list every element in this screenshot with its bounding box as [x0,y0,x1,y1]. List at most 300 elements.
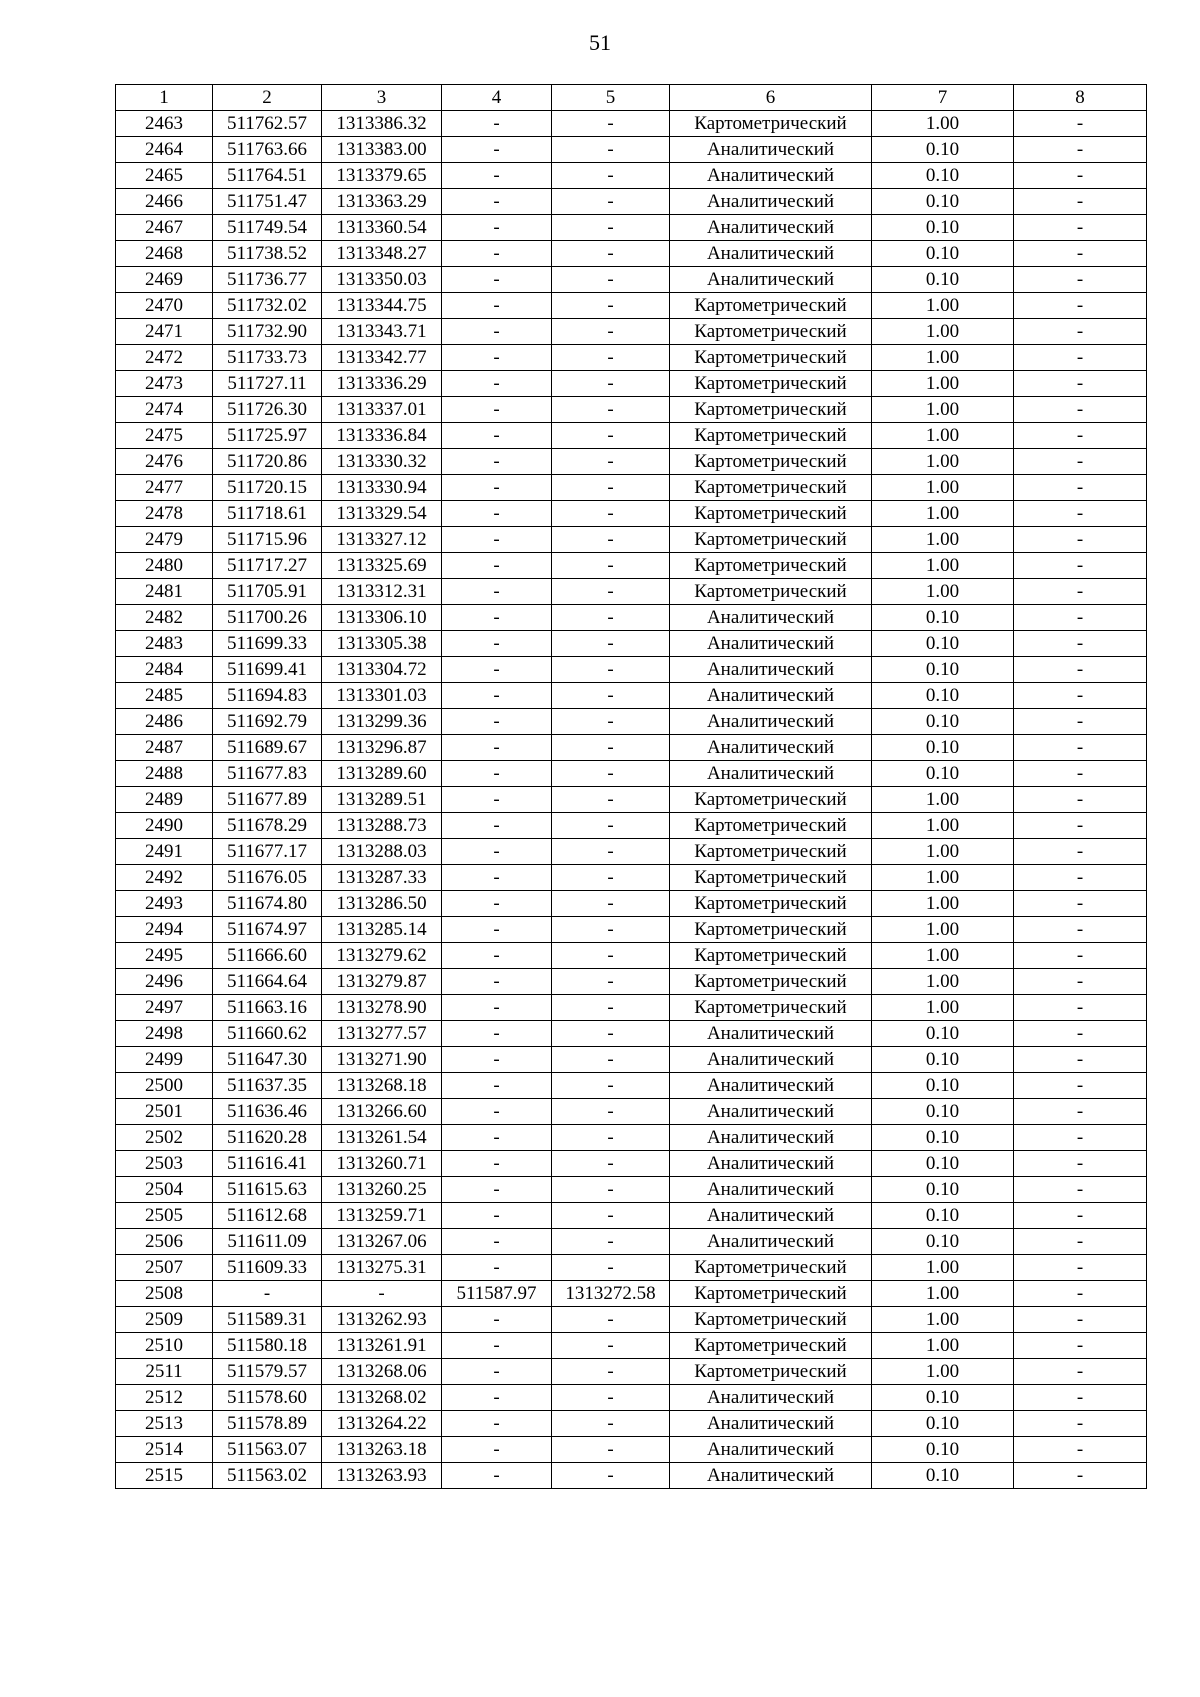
table-cell: 1313267.06 [322,1229,442,1255]
table-cell: 1313277.57 [322,1021,442,1047]
table-cell: Картометрический [670,423,872,449]
table-cell: - [442,1203,552,1229]
table-cell: - [442,1047,552,1073]
table-cell: 1313330.32 [322,449,442,475]
column-header: 3 [322,85,442,111]
table-cell: - [1014,1073,1147,1099]
table-cell: 511705.91 [213,579,322,605]
table-cell: 511720.15 [213,475,322,501]
table-cell: - [552,449,670,475]
table-cell: 2473 [116,371,213,397]
table-cell: 1.00 [872,917,1014,943]
table-cell: - [552,1073,670,1099]
table-cell: - [552,397,670,423]
column-header: 2 [213,85,322,111]
table-cell: 511694.83 [213,683,322,709]
table-cell: Картометрический [670,111,872,137]
table-cell: 511736.77 [213,267,322,293]
table-cell: 1.00 [872,839,1014,865]
table-row [116,657,1147,683]
table-cell: - [442,371,552,397]
table-cell: - [552,1359,670,1385]
table-row [116,605,1147,631]
table-row [116,735,1147,761]
table-cell: 2515 [116,1463,213,1489]
table-cell: Картометрический [670,813,872,839]
table-row [116,1359,1147,1385]
table-cell: Аналитический [670,631,872,657]
table-cell: - [1014,449,1147,475]
table-row [116,1411,1147,1437]
table-cell: 1313272.58 [552,1281,670,1307]
table-cell: Аналитический [670,1411,872,1437]
table-cell: - [552,605,670,631]
table-cell: 0.10 [872,1463,1014,1489]
table-cell: Аналитический [670,267,872,293]
table-row [116,553,1147,579]
table-cell: 1313285.14 [322,917,442,943]
table-cell: - [552,917,670,943]
table-cell: 1313268.02 [322,1385,442,1411]
table-cell: Картометрический [670,371,872,397]
table-cell: 0.10 [872,1099,1014,1125]
table-cell: - [552,787,670,813]
table-cell: 1313286.50 [322,891,442,917]
table-cell: 2505 [116,1203,213,1229]
table-cell: 2493 [116,891,213,917]
column-header: 6 [670,85,872,111]
table-cell: 1.00 [872,527,1014,553]
table-cell: - [552,293,670,319]
table-cell: 2480 [116,553,213,579]
table-cell: - [1014,423,1147,449]
table-cell: - [552,475,670,501]
table-row [116,1125,1147,1151]
table-cell: - [552,995,670,1021]
table-cell: 511660.62 [213,1021,322,1047]
table-cell: 2511 [116,1359,213,1385]
table-cell: 0.10 [872,215,1014,241]
column-header: 8 [1014,85,1147,111]
table-cell: 0.10 [872,735,1014,761]
table-cell: Картометрический [670,1359,872,1385]
table-cell: 1313344.75 [322,293,442,319]
table-cell: - [1014,1203,1147,1229]
table-cell: - [442,215,552,241]
table-cell: - [1014,1281,1147,1307]
table-cell: 511674.97 [213,917,322,943]
table-cell: Картометрический [670,579,872,605]
table-cell: 0.10 [872,1125,1014,1151]
table-cell: - [442,1151,552,1177]
table-cell: - [1014,605,1147,631]
table-row [116,267,1147,293]
table-cell: 2466 [116,189,213,215]
column-header: 7 [872,85,1014,111]
table-cell: 511647.30 [213,1047,322,1073]
table-cell: 511677.83 [213,761,322,787]
table-cell: Картометрический [670,995,872,1021]
table-cell: - [442,1359,552,1385]
table-cell: - [442,917,552,943]
table-cell: 1.00 [872,1281,1014,1307]
column-header: 1 [116,85,213,111]
table-cell: 1.00 [872,111,1014,137]
table-cell: Аналитический [670,1021,872,1047]
table-cell: 1.00 [872,1359,1014,1385]
table-cell: 1313287.33 [322,865,442,891]
table-cell: - [1014,371,1147,397]
table-cell: 1313271.90 [322,1047,442,1073]
table-cell: 511666.60 [213,943,322,969]
table-cell: Картометрический [670,1281,872,1307]
table-cell: 1313304.72 [322,657,442,683]
table-cell: Картометрический [670,397,872,423]
table-cell: - [1014,917,1147,943]
table-cell: 1.00 [872,787,1014,813]
table-cell: 511676.05 [213,865,322,891]
table-cell: 1313301.03 [322,683,442,709]
table-cell: - [1014,111,1147,137]
table-cell: 1313336.84 [322,423,442,449]
table-cell: 511689.67 [213,735,322,761]
table-cell: 511726.30 [213,397,322,423]
table-cell: 2485 [116,683,213,709]
table-cell: 0.10 [872,683,1014,709]
table-cell: - [442,1073,552,1099]
table-cell: 511611.09 [213,1229,322,1255]
table-cell: - [1014,137,1147,163]
table-row [116,1307,1147,1333]
table-cell: 511620.28 [213,1125,322,1151]
table-cell: Аналитический [670,1385,872,1411]
table-cell: 2470 [116,293,213,319]
table-cell: 511717.27 [213,553,322,579]
table-cell: 2479 [116,527,213,553]
table-row [116,995,1147,1021]
table-cell: 1313350.03 [322,267,442,293]
table-cell: 2465 [116,163,213,189]
table-cell: Аналитический [670,605,872,631]
table-cell: - [442,111,552,137]
table-cell: - [442,163,552,189]
table-row [116,917,1147,943]
table-cell: - [1014,1437,1147,1463]
table-cell: 511764.51 [213,163,322,189]
table-cell: - [442,267,552,293]
table-cell: - [1014,995,1147,1021]
table-cell: 1313268.06 [322,1359,442,1385]
table-cell: 1.00 [872,865,1014,891]
table-cell: 2491 [116,839,213,865]
table-cell: - [552,709,670,735]
table-row [116,1099,1147,1125]
table-cell: - [1014,1307,1147,1333]
table-cell: 511732.02 [213,293,322,319]
table-cell: 1.00 [872,475,1014,501]
table-cell: - [552,1385,670,1411]
table-row [116,293,1147,319]
table-cell: - [552,657,670,683]
table-cell: - [552,1437,670,1463]
table-cell: Картометрический [670,1333,872,1359]
table-cell: 2497 [116,995,213,1021]
table-cell: 511678.29 [213,813,322,839]
table-cell: 1313268.18 [322,1073,442,1099]
table-row [116,761,1147,787]
table-cell: Аналитический [670,1203,872,1229]
table-cell: 2504 [116,1177,213,1203]
table-cell: 1.00 [872,1255,1014,1281]
table-cell: 1.00 [872,891,1014,917]
table-cell: - [1014,1125,1147,1151]
table-cell: - [213,1281,322,1307]
table-cell: 1.00 [872,1307,1014,1333]
table-cell: Аналитический [670,241,872,267]
table-cell: - [1014,943,1147,969]
table-cell: 511637.35 [213,1073,322,1099]
table-cell: Аналитический [670,1151,872,1177]
table-cell: 2483 [116,631,213,657]
table-cell: 2471 [116,319,213,345]
table-cell: 2498 [116,1021,213,1047]
table-cell: 1313262.93 [322,1307,442,1333]
table-cell: 511699.41 [213,657,322,683]
table-cell: 1.00 [872,423,1014,449]
table-row [116,345,1147,371]
table-cell: - [442,839,552,865]
table-cell: 1313263.93 [322,1463,442,1489]
table-cell: Аналитический [670,137,872,163]
table-cell: - [1014,267,1147,293]
table-cell: 511563.07 [213,1437,322,1463]
table-cell: - [1014,163,1147,189]
table-cell: 511677.89 [213,787,322,813]
table-cell: 2481 [116,579,213,605]
table-cell: - [552,735,670,761]
table-cell: - [442,1411,552,1437]
table-cell: 1313305.38 [322,631,442,657]
table-cell: 2502 [116,1125,213,1151]
table-row [116,1281,1147,1307]
table-cell: - [1014,787,1147,813]
table-cell: - [552,839,670,865]
table-cell: - [442,943,552,969]
table-cell: Картометрический [670,345,872,371]
table-cell: Картометрический [670,449,872,475]
table-cell: - [442,319,552,345]
table-cell: - [1014,1385,1147,1411]
table-cell: 1313325.69 [322,553,442,579]
table-cell: 1313379.65 [322,163,442,189]
table-cell: - [552,1307,670,1333]
table-cell: - [1014,1021,1147,1047]
table-cell: - [1014,501,1147,527]
table-cell: 2472 [116,345,213,371]
table-cell: 511580.18 [213,1333,322,1359]
table-row [116,1073,1147,1099]
table-cell: - [442,579,552,605]
table-cell: - [442,657,552,683]
table-cell: - [442,475,552,501]
table-cell: Картометрический [670,475,872,501]
table-cell: 511727.11 [213,371,322,397]
table-cell: - [442,761,552,787]
table-row [116,943,1147,969]
table-cell: 1313312.31 [322,579,442,605]
table-cell: 511563.02 [213,1463,322,1489]
table-cell: - [552,1151,670,1177]
table-cell: - [1014,215,1147,241]
table-cell: 2476 [116,449,213,475]
table-cell: 1313299.36 [322,709,442,735]
table-cell: 0.10 [872,1151,1014,1177]
table-cell: 511589.31 [213,1307,322,1333]
table-cell: 2506 [116,1229,213,1255]
table-cell: 511749.54 [213,215,322,241]
table-cell: 511718.61 [213,501,322,527]
table-cell: - [442,189,552,215]
table-cell: - [552,1177,670,1203]
table-cell: - [552,1463,670,1489]
table-row [116,1255,1147,1281]
table-row [116,1229,1147,1255]
table-cell: - [552,865,670,891]
table-row [116,501,1147,527]
table-cell: 511578.89 [213,1411,322,1437]
table-cell: 0.10 [872,137,1014,163]
table-cell: 1313279.62 [322,943,442,969]
table-cell: - [1014,631,1147,657]
table-cell: 2482 [116,605,213,631]
page-number: 51 [589,30,611,55]
table-cell: 1.00 [872,397,1014,423]
table-cell: - [552,215,670,241]
table-cell: 1.00 [872,449,1014,475]
table-row [116,1437,1147,1463]
table-cell: - [552,1333,670,1359]
table-cell: 2475 [116,423,213,449]
table-row [116,683,1147,709]
table-cell: 1313348.27 [322,241,442,267]
table-cell: 1313263.18 [322,1437,442,1463]
table-cell: - [442,683,552,709]
table-cell: 2478 [116,501,213,527]
table-cell: Картометрический [670,553,872,579]
table-cell: - [442,709,552,735]
table-cell: 0.10 [872,1229,1014,1255]
table-cell: Аналитический [670,735,872,761]
table-cell: 1313289.51 [322,787,442,813]
table-row [116,579,1147,605]
table-cell: 2486 [116,709,213,735]
table-cell: Аналитический [670,163,872,189]
table-cell: - [1014,579,1147,605]
table-cell: 1.00 [872,943,1014,969]
table-cell: - [552,267,670,293]
table-cell: - [442,631,552,657]
table-cell: 1313288.73 [322,813,442,839]
table-cell: 1313330.94 [322,475,442,501]
table-cell: 1.00 [872,579,1014,605]
table-cell: - [1014,1359,1147,1385]
table-cell: 511732.90 [213,319,322,345]
table-cell: 1313363.29 [322,189,442,215]
table-cell: 2508 [116,1281,213,1307]
table-row [116,891,1147,917]
table-cell: - [442,137,552,163]
table-cell: - [442,1255,552,1281]
table-cell: 2500 [116,1073,213,1099]
table-cell: 511677.17 [213,839,322,865]
table-cell: 2468 [116,241,213,267]
table-cell: 1313260.25 [322,1177,442,1203]
table-header-row [116,85,1147,111]
table-cell: 2488 [116,761,213,787]
column-header: 5 [552,85,670,111]
table-cell: Картометрический [670,1255,872,1281]
table-cell: 2477 [116,475,213,501]
table-cell: - [322,1281,442,1307]
table-cell: 1313386.32 [322,111,442,137]
table-row [116,1463,1147,1489]
table-cell: 511609.33 [213,1255,322,1281]
table-cell: - [552,1411,670,1437]
table-cell: 2513 [116,1411,213,1437]
table-cell: - [552,1229,670,1255]
table-cell: 0.10 [872,1073,1014,1099]
table-row [116,631,1147,657]
table-cell: 0.10 [872,241,1014,267]
table-cell: 511700.26 [213,605,322,631]
table-row [116,241,1147,267]
table-cell: - [552,1021,670,1047]
table-cell: - [1014,527,1147,553]
table-cell: 1.00 [872,293,1014,319]
table-row [116,1151,1147,1177]
table-cell: Аналитический [670,709,872,735]
table-cell: 1313279.87 [322,969,442,995]
table-cell: - [442,995,552,1021]
table-cell: 0.10 [872,189,1014,215]
table-cell: - [442,1307,552,1333]
table-cell: - [1014,969,1147,995]
table-cell: Картометрический [670,787,872,813]
table-cell: 1.00 [872,813,1014,839]
table-cell: Картометрический [670,293,872,319]
table-cell: Аналитический [670,189,872,215]
table-cell: 1313259.71 [322,1203,442,1229]
table-cell: - [552,761,670,787]
table-cell: - [1014,1255,1147,1281]
table-cell: 2469 [116,267,213,293]
table-row [116,137,1147,163]
table-cell: Аналитический [670,1229,872,1255]
table-cell: 511579.57 [213,1359,322,1385]
table-cell: 2514 [116,1437,213,1463]
table-cell: 2492 [116,865,213,891]
table-cell: 1.00 [872,995,1014,1021]
table-cell: - [552,189,670,215]
table-cell: - [442,1333,552,1359]
table-row [116,527,1147,553]
table-cell: - [552,891,670,917]
table-cell: - [552,1099,670,1125]
table-cell: - [552,943,670,969]
table-cell: - [442,1437,552,1463]
table-cell: 0.10 [872,1203,1014,1229]
table-cell: 511738.52 [213,241,322,267]
